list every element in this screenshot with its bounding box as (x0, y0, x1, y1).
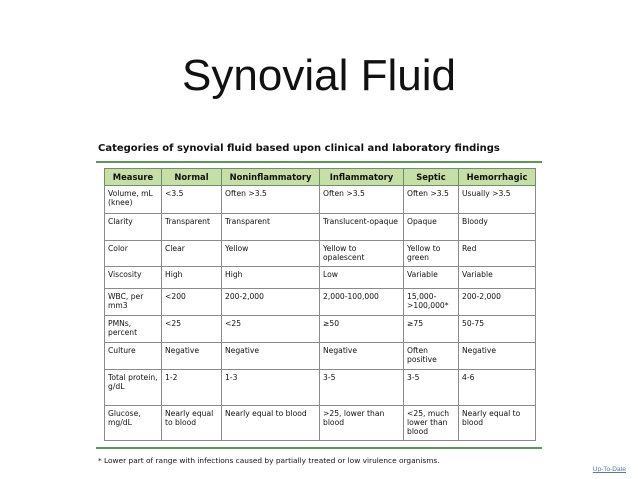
table-cell: Often >3.5 (222, 186, 320, 214)
table-cell: Often >3.5 (404, 186, 459, 214)
table-cell: Transparent (222, 214, 320, 241)
table-cell: Yellow to opalescent (320, 241, 404, 267)
table-cell: Negative (222, 343, 320, 370)
table-cell: Yellow to green (404, 241, 459, 267)
table-cell: High (222, 267, 320, 289)
table-row (105, 316, 536, 343)
table-cell: Often >3.5 (320, 186, 404, 214)
table-caption: Categories of synovial fluid based upon clinical and laboratory findings (98, 143, 500, 154)
table-cell: Clear (162, 241, 222, 267)
table-cell: Translucent-opaque (320, 214, 404, 241)
table-row (105, 214, 536, 241)
table-cell: ≥75 (404, 316, 459, 343)
table-cell: Nearly equal to blood (222, 406, 320, 441)
table-cell: Glucose, mg/dL (105, 406, 162, 441)
table-row (105, 406, 536, 441)
table-header-row (105, 169, 536, 186)
table-cell: Opaque (404, 214, 459, 241)
table-cell: Variable (404, 267, 459, 289)
table-cell: WBC, per mm3 (105, 289, 162, 316)
table-cell: ≥50 (320, 316, 404, 343)
header-normal: Normal (162, 169, 222, 186)
header-measure: Measure (105, 169, 162, 186)
table-cell: Often positive (404, 343, 459, 370)
table-cell: Yellow (222, 241, 320, 267)
table-row (105, 289, 536, 316)
table-cell: Volume, mL (knee) (105, 186, 162, 214)
table-row (105, 267, 536, 289)
table-cell: Negative (320, 343, 404, 370)
table-cell: Red (459, 241, 536, 267)
table-cell: PMNs, percent (105, 316, 162, 343)
table-cell: Negative (459, 343, 536, 370)
table-cell: 3-5 (404, 370, 459, 406)
table-cell: 50-75 (459, 316, 536, 343)
table-cell: Usually >3.5 (459, 186, 536, 214)
header-septic: Septic (404, 169, 459, 186)
table-cell: <25, much lower than blood (404, 406, 459, 441)
table-cell: Viscosity (105, 267, 162, 289)
table-container (96, 161, 542, 449)
table-cell: Low (320, 267, 404, 289)
table-row (105, 343, 536, 370)
table-cell: 2,000-100,000 (320, 289, 404, 316)
table-row (105, 370, 536, 406)
table-cell: <25 (222, 316, 320, 343)
table-cell: Variable (459, 267, 536, 289)
header-hemorrhagic: Hemorrhagic (459, 169, 536, 186)
table-row (105, 241, 536, 267)
header-noninflammatory: Noninflammatory (222, 169, 320, 186)
table-row (105, 186, 536, 214)
table-cell: 1-3 (222, 370, 320, 406)
table-cell: 4-6 (459, 370, 536, 406)
table-cell: 200-2,000 (459, 289, 536, 316)
synovial-fluid-table (104, 168, 536, 441)
table-cell: Culture (105, 343, 162, 370)
table-cell: High (162, 267, 222, 289)
table-footnote: * Lower part of range with infections caused by partially treated or low virulence organisms. (98, 456, 440, 465)
table-cell: Total protein, g/dL (105, 370, 162, 406)
table-cell: 15,000->100,000* (404, 289, 459, 316)
table-cell: <25 (162, 316, 222, 343)
table-cell: Clarity (105, 214, 162, 241)
table-cell: Nearly equal to blood (162, 406, 222, 441)
table-cell: Nearly equal to blood (459, 406, 536, 441)
header-inflammatory: Inflammatory (320, 169, 404, 186)
table-cell: Negative (162, 343, 222, 370)
table-cell: 1-2 (162, 370, 222, 406)
source-link[interactable]: Up-To-Date (592, 466, 626, 473)
table-cell: Bloody (459, 214, 536, 241)
table-cell: <200 (162, 289, 222, 316)
table-cell: 200-2,000 (222, 289, 320, 316)
table-cell: Transparent (162, 214, 222, 241)
table-cell: 3-5 (320, 370, 404, 406)
table-cell: >25, lower than blood (320, 406, 404, 441)
slide-title: Synovial Fluid (182, 51, 456, 100)
table-cell: Color (105, 241, 162, 267)
table-cell: <3.5 (162, 186, 222, 214)
